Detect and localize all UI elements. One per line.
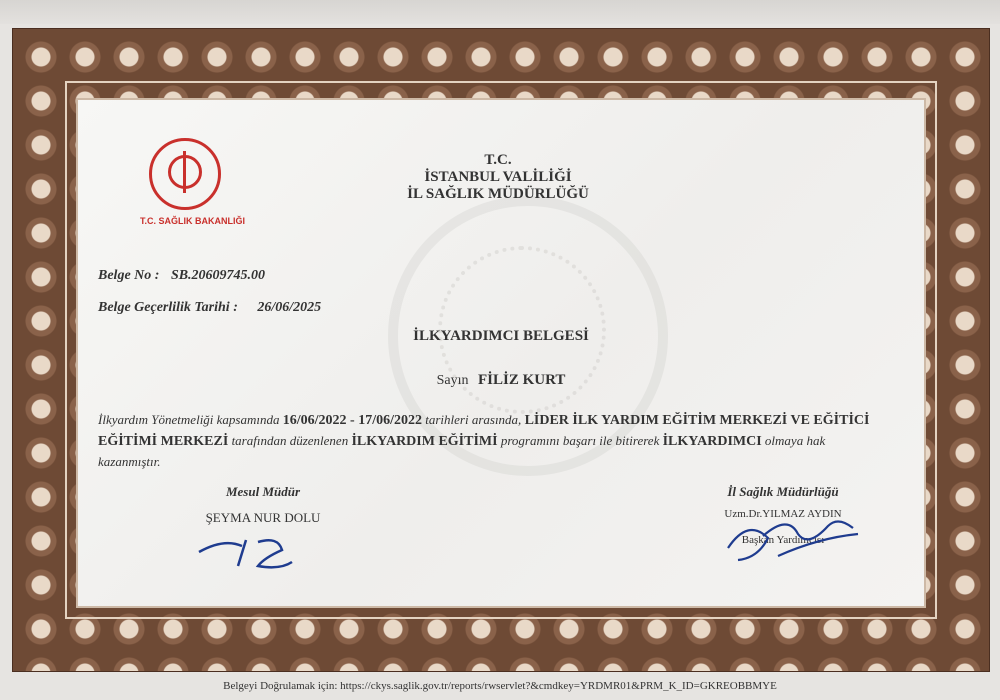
document-meta bbox=[98, 260, 321, 324]
left-signer-role: Mesul Müdür bbox=[225, 484, 301, 499]
validity-value: 26/06/2025 bbox=[257, 300, 322, 315]
recipient-line bbox=[78, 372, 924, 389]
right-signer-role: İl Sağlık Müdürlüğü bbox=[727, 484, 839, 499]
right-handwritten-signature bbox=[718, 508, 868, 568]
certificate-paper bbox=[78, 100, 924, 606]
right-signer-subrole: Başkan Yardımcısı bbox=[741, 534, 825, 546]
header-line-1: T.C. bbox=[484, 152, 512, 168]
verification-footer: Belgeyi Doğrulamak için: https://ckys.saglik.gov.tr/reports/rwservlet?&cmdkey=YRDMR01&PRM_K_ID=GKREOBBMYE bbox=[223, 680, 777, 692]
photo-background bbox=[0, 0, 1000, 24]
header-line-2: İSTANBUL VALİLİĞİ bbox=[424, 169, 572, 185]
issuer-header bbox=[378, 152, 618, 203]
training-organization: LİDER İLK YARDIM EĞİTİM MERKEZİ VE EĞİTİCİ EĞİTİMİ MERKEZİ bbox=[98, 413, 870, 449]
left-signature-block bbox=[178, 484, 348, 526]
qualification-name: İLKYARDIMCI bbox=[662, 434, 762, 449]
left-signer-name: ŞEYMA NUR DOLU bbox=[205, 510, 321, 525]
body-part-2: tarihleri arasında, bbox=[425, 412, 522, 427]
certificate-body bbox=[98, 410, 888, 472]
body-part-1: İlkyardım Yönetmeliği kapsamında bbox=[98, 412, 280, 427]
document-number-value: SB.20609745.00 bbox=[170, 268, 266, 283]
training-date-range: 16/06/2022 - 17/06/2022 bbox=[282, 413, 422, 428]
program-name: İLKYARDIM EĞİTİMİ bbox=[351, 434, 498, 449]
body-part-4: programını başarı ile bitirerek bbox=[500, 433, 660, 448]
document-number-row bbox=[98, 260, 321, 292]
ministry-logo-text: T.C. SAĞLIK BAKANLIĞI bbox=[140, 216, 245, 226]
document-number-label: Belge No : bbox=[98, 268, 160, 283]
right-signer-name: Uzm.Dr.YILMAZ AYDIN bbox=[724, 508, 842, 520]
caduceus-icon bbox=[149, 138, 221, 210]
header-line-3: İL SAĞLIK MÜDÜRLÜĞÜ bbox=[407, 186, 589, 202]
certificate-title: İLKYARDIMCI BELGESİ bbox=[413, 328, 589, 344]
ministry-logo bbox=[140, 138, 245, 226]
body-part-5: olmaya hak kazanmıştır. bbox=[98, 433, 826, 469]
salutation: Sayın bbox=[436, 373, 469, 388]
validity-row bbox=[98, 292, 321, 324]
recipient-name: FİLİZ KURT bbox=[477, 372, 566, 388]
validity-label: Belge Geçerlilik Tarihi : bbox=[98, 300, 238, 315]
left-handwritten-signature bbox=[194, 532, 304, 572]
body-part-3: tarafından düzenlenen bbox=[231, 433, 349, 448]
